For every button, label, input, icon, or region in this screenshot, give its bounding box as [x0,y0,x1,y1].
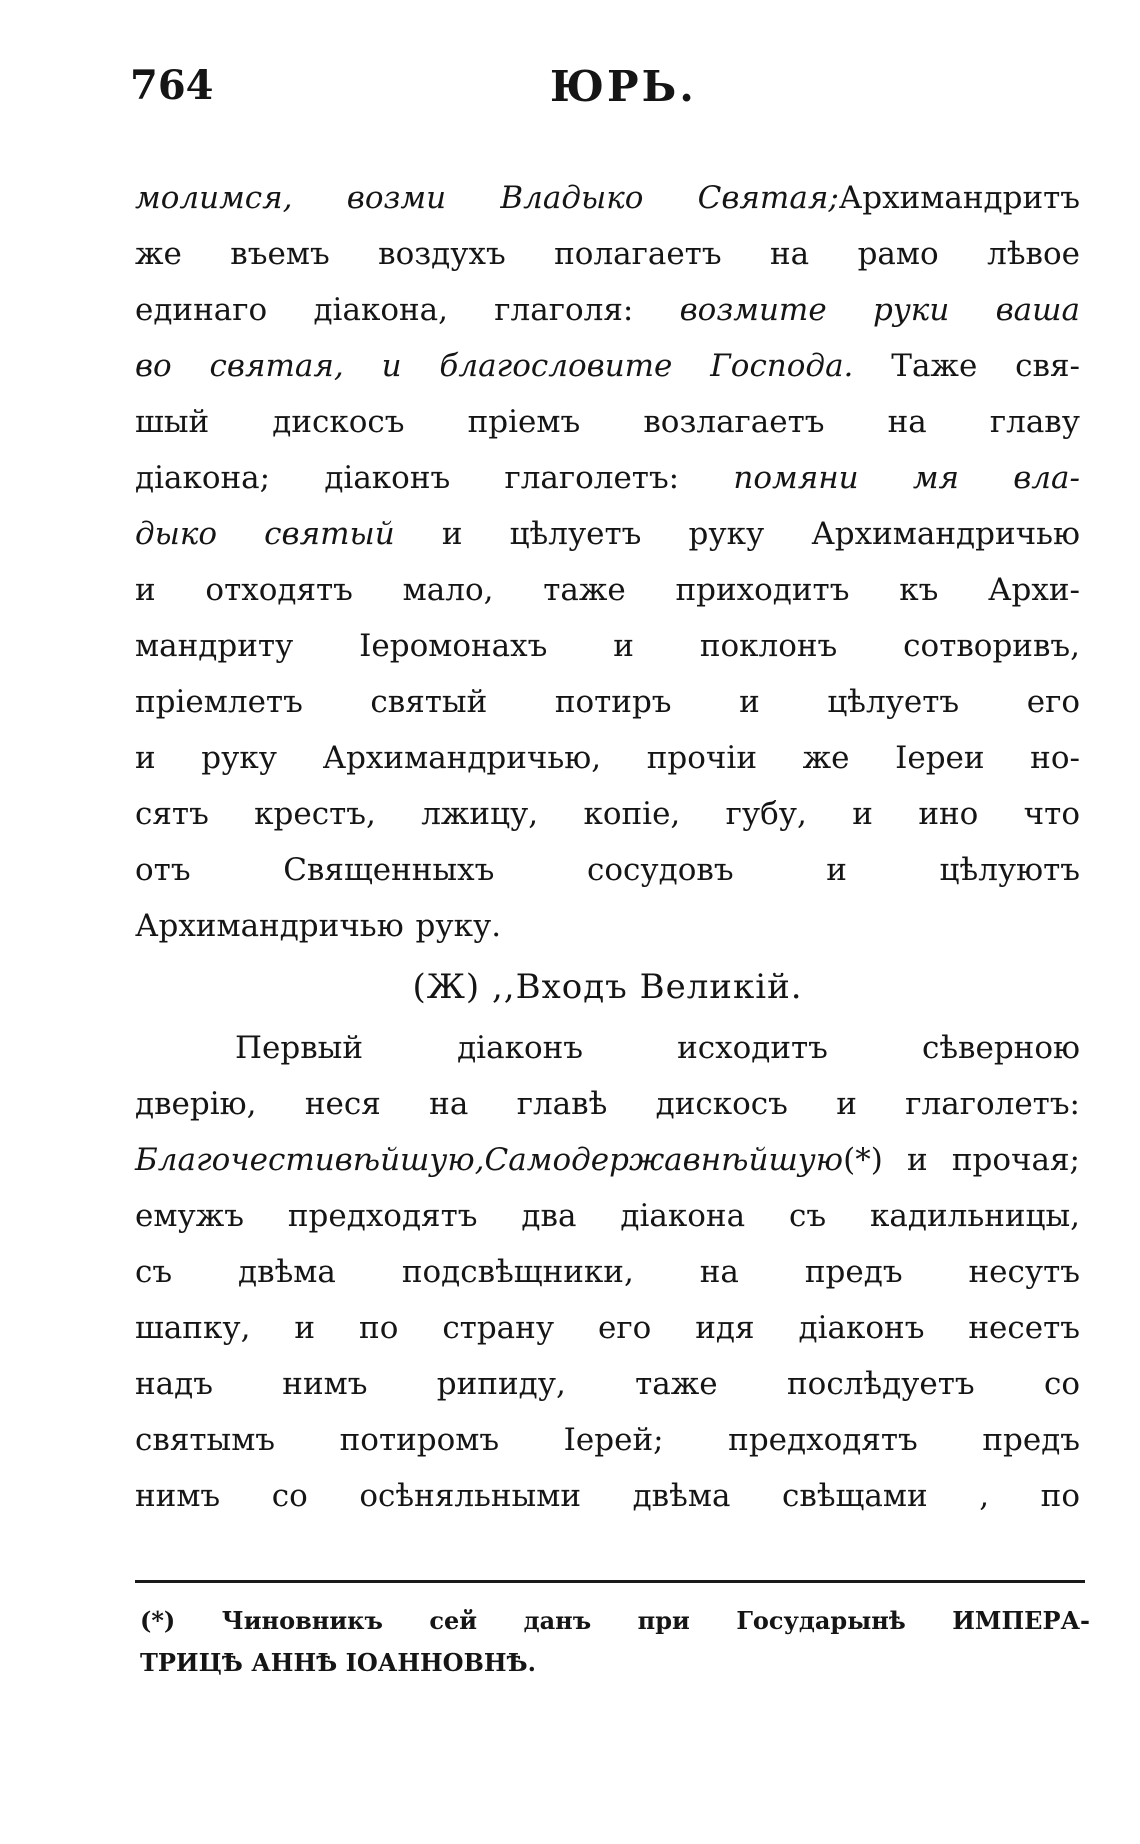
text-span: Архимандритъ [838,180,1080,216]
body-text [135,170,1080,1524]
page-number: 764 [130,62,214,109]
text-line [135,282,1080,338]
text-line: мандриту Іеромонахъ и поклонъ сотворивъ, [135,628,1080,664]
text-line: Первый діаконъ исходитъ сѣверною [235,1030,1080,1066]
text-span: единаго діакона, глаголя: [135,292,680,328]
italic-phrase: Благочестивѣйшую,Самодержавнѣйшую [135,1142,844,1178]
footnote [140,1600,1090,1684]
text-line: дверію, неся на главѣ дискосъ и глаголетъ: [135,1086,1080,1122]
footnote-rule [135,1580,1085,1583]
text-line: отъ Священныхъ сосудовъ и цѣлуютъ [135,852,1080,888]
text-line [135,450,1080,506]
footnote-line: ТРИЦѢ АННѢ ІОАННОВНѢ. [140,1648,537,1677]
section-heading: (Ж) ,,Входъ Великій. [412,967,803,1007]
running-head: ЮРЬ. [550,62,697,111]
text-line: святымъ потиромъ Іерей; предходятъ предъ [135,1422,1080,1458]
text-line: надъ нимъ рипиду, таже послѣдуетъ со [135,1366,1080,1402]
text-line [135,1132,1080,1188]
footnote-line: (*) Чиновникъ сей данъ при Государынѣ ИМПЕРА- [140,1606,1090,1635]
italic-phrase: возмите руки ваша [679,292,1080,328]
text-line [135,506,1080,562]
text-line: сятъ крестъ, лжицу, копіе, губу, и ино что [135,796,1080,832]
text-line: Архимандричью руку. [135,908,502,944]
text-span: и цѣлуетъ руку Архимандричью [394,516,1081,552]
page-header [130,62,1090,122]
italic-phrase: во святая, и благословите Господа. [135,348,854,384]
text-line: шый дискосъ пріемъ возлагаетъ на главу [135,404,1080,440]
text-line: нимъ со осѣняльными двѣма свѣщами , по [135,1478,1080,1514]
text-line [135,170,1080,226]
italic-phrase: помяни мя вла- [733,460,1080,496]
text-span: (*) и прочая; [843,1142,1080,1178]
text-line: и отходятъ мало, таже приходитъ къ Архи- [135,572,1080,608]
text-line: же въемъ воздухъ полагаетъ на рамо лѣвое [135,236,1080,272]
text-line [135,338,1080,394]
text-span: Таже свя- [853,348,1080,384]
text-line: пріемлетъ святый потиръ и цѣлуетъ его [135,684,1080,720]
text-line: съ двѣма подсвѣщники, на предъ несутъ [135,1254,1080,1290]
italic-phrase: молимся, возми Владыко Святая; [135,180,839,216]
text-line: емужъ предходятъ два діакона съ кадильницы, [135,1198,1080,1234]
text-span: діакона; діаконъ глаголетъ: [135,460,734,496]
text-line: и руку Архимандричью, прочіи же Іереи но- [135,740,1080,776]
italic-phrase: дыко святый [135,516,395,552]
text-line: шапку, и по страну его идя діаконъ несетъ [135,1310,1080,1346]
